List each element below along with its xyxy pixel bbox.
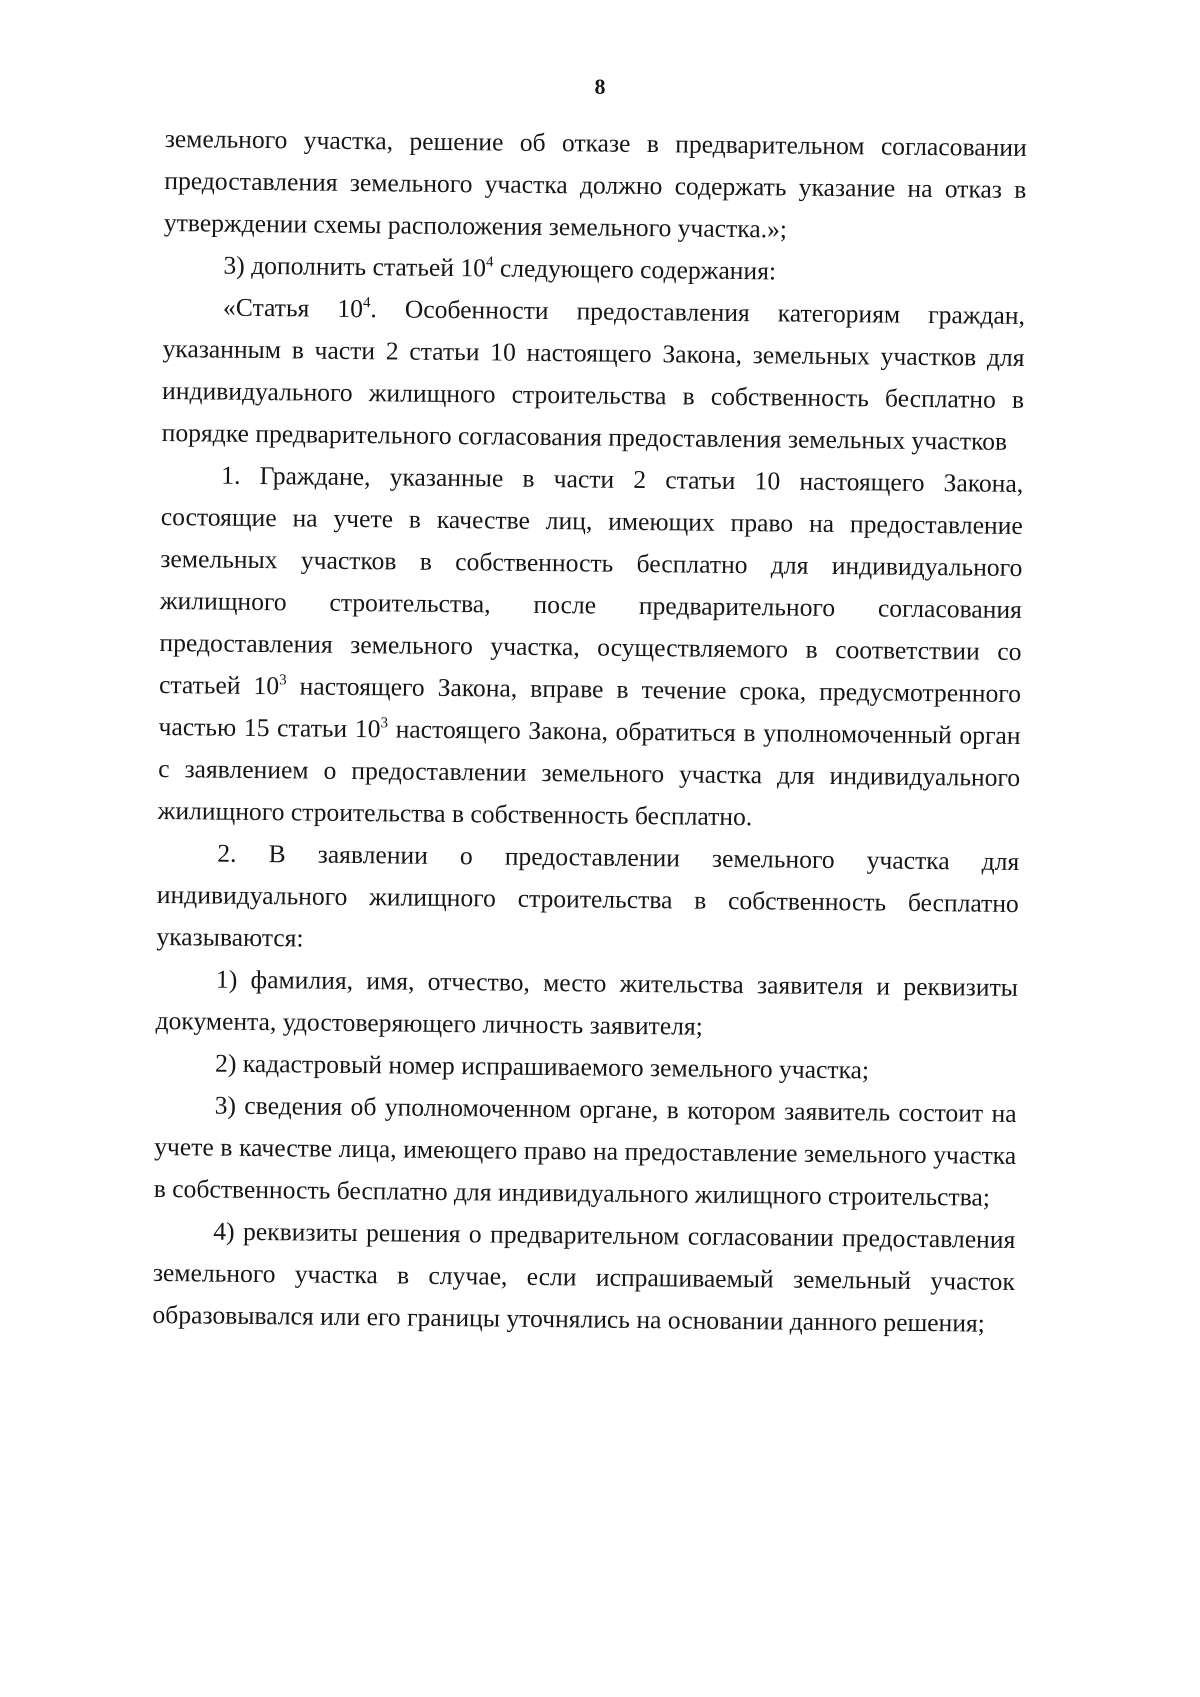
list-item-3: 3) сведения об уполномоченном органе, в котором заявитель состоит на учете в качестве лица, имеющего право на предоставление земельного участка в собственность бесплатно для индивидуального жилищного строительства;: [153, 1090, 1017, 1212]
paragraph-4-text: 1. Граждане, указанные в части 2 статьи 10 настоящего Закона, состоящие на учете в качестве лиц, имеющих право на предоставление земельных участков в собственность бесплатно для индивидуального жилищного строительства, после предварительного согласования предоставления земельного участка, осуществляемого в соответствии со статьей 10: [158, 460, 1024, 701]
article-heading-text: . Особенности предоставления категориям граждан, указанным в части 2 статьи 10 настоящего Закона, земельных участков для индивидуального жилищного строительства в собственность бесплатно в порядке предварительного согласования предоставления земельных участков: [161, 294, 1026, 456]
paragraph-2-text: 3) дополнить статьей 10: [223, 250, 487, 283]
superscript: 4: [486, 254, 494, 271]
paragraph-4-text-mid: настоящего Закона, вправе в течение срока, предусмотренного частью 15 статьи 10: [158, 671, 1022, 744]
paragraph-4-text-end: настоящего Закона, обратиться в уполномоченный орган с заявлением о предоставлении земельного участка для индивидуального жилищного строительства в собственность бесплатно.: [157, 714, 1021, 832]
page-number: 8: [594, 74, 606, 99]
article-heading: [161, 286, 1025, 463]
list-item-4: 4) реквизиты решения о предварительном согласовании предоставления земельного участка в случае, если испрашиваемый земельный участок образовывался или его границы уточнялись на основании данного решения;: [152, 1216, 1016, 1338]
paragraph-4: [158, 454, 1024, 841]
paragraph-1: земельного участка, решение об отказе в предварительном согласовании предоставления земельного участка должно содержать указание на отказ в утверждении схемы расположения земельного участка.»;: [163, 123, 1027, 244]
list-item-2: 2) кадастровый номер испрашиваемого земельного участка;: [214, 1048, 870, 1085]
article-heading-start: «Статья 10: [222, 292, 364, 324]
superscript: 4: [362, 295, 371, 312]
document-body: [152, 118, 1027, 1345]
superscript: 3: [380, 715, 389, 732]
list-item-1: 1) фамилия, имя, отчество, место жительства заявителя и реквизиты документа, удостоверяющего личность заявителя;: [155, 964, 1019, 1041]
paragraph-5: 2. В заявлении о предоставлении земельного участка для индивидуального жилищного строительства в собственность бесплатно указываются:: [156, 838, 1020, 953]
superscript: 3: [279, 672, 287, 689]
paragraph-2-text-end: следующего содержания:: [493, 253, 777, 286]
